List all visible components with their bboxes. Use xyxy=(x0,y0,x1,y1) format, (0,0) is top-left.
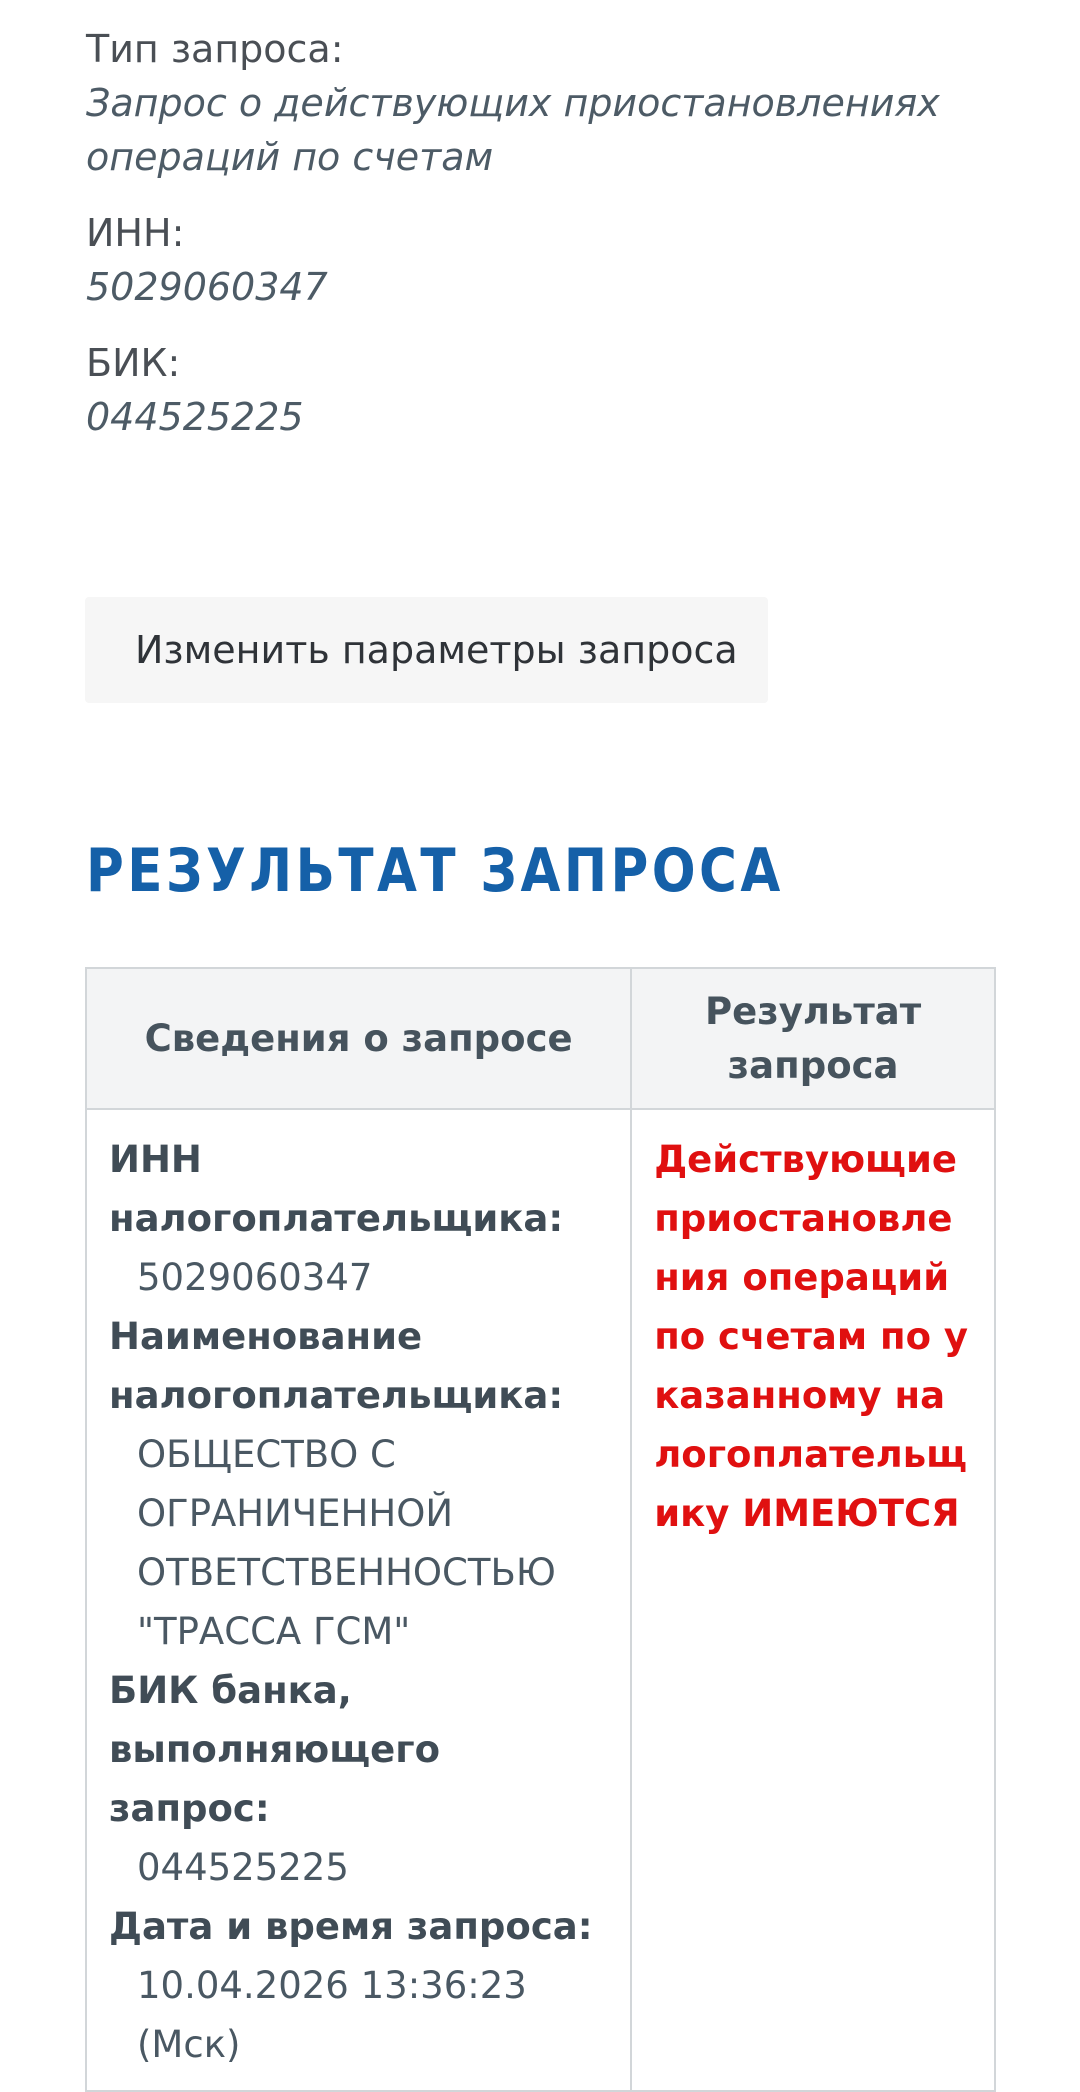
request-parameters xyxy=(86,22,1026,466)
bik-block xyxy=(86,336,1026,444)
result-table xyxy=(85,967,996,2092)
taxpayer-inn-label: ИНН налогоплательщика: xyxy=(109,1138,564,1240)
result-status-text: Действующие приостановления операций по счетам по указанному налогоплательщику ИМЕЮТСЯ xyxy=(654,1138,969,1535)
header-request-info: Сведения о запросе xyxy=(86,968,631,1109)
request-type-value: Запрос о действующих приостановлениях операций по счетам xyxy=(86,81,940,179)
change-parameters-button[interactable]: Изменить параметры запроса xyxy=(85,597,768,703)
table-row xyxy=(86,1109,995,2091)
result-heading: РЕЗУЛЬТАТ ЗАПРОСА xyxy=(86,836,784,906)
request-info-cell xyxy=(86,1109,631,2091)
request-datetime-label: Дата и время запроса: xyxy=(109,1905,593,1948)
inn-block xyxy=(86,206,1026,314)
bik-value: 044525225 xyxy=(86,395,304,439)
taxpayer-name-label: Наименование налогоплательщика: xyxy=(109,1315,564,1417)
request-type-block xyxy=(86,22,1026,184)
taxpayer-inn-value: 5029060347 xyxy=(137,1256,373,1299)
header-request-result: Результат запроса xyxy=(631,968,995,1109)
table-header-row xyxy=(86,968,995,1109)
taxpayer-name-value: ОБЩЕСТВО С ОГРАНИЧЕННОЙ ОТВЕТСТВЕННОСТЬЮ "ТРАССА ГСМ" xyxy=(137,1433,556,1653)
request-type-label: Тип запроса: xyxy=(86,27,344,71)
bank-bik-label: БИК банка, выполняющего запрос: xyxy=(109,1669,440,1830)
request-datetime-value: 10.04.2026 13:36:23 (Мск) xyxy=(137,1964,527,2066)
inn-value: 5029060347 xyxy=(86,265,328,309)
bik-label: БИК: xyxy=(86,341,181,385)
request-result-cell xyxy=(631,1109,995,2091)
inn-label: ИНН: xyxy=(86,211,185,255)
bank-bik-value: 044525225 xyxy=(137,1846,349,1889)
